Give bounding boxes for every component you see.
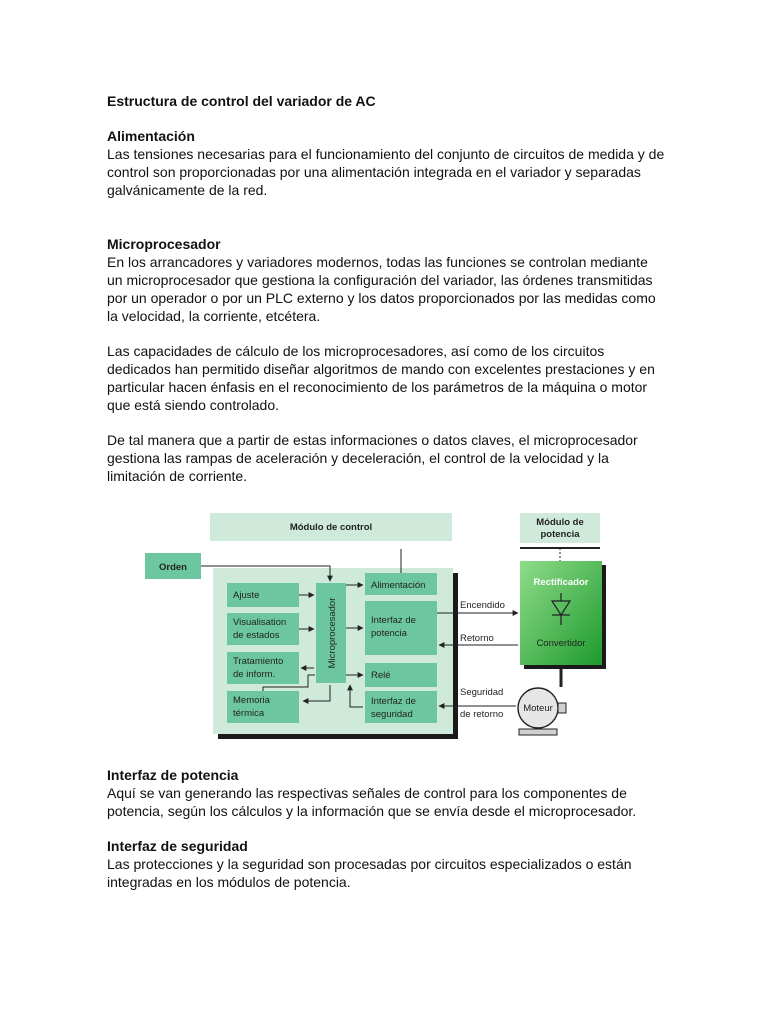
interfaz-potencia-label-2: potencia	[371, 628, 407, 639]
paragraph-microprocesador-2: Las capacidades de cálculo de los microprocesadores, así como de los circuitos dedicados han permitido diseñar algoritmos de mando con excelentes prestaciones y en particular hacen énfasis en el reconocimiento de los parámetros de la máquina o motor que está siendo controlado.	[107, 343, 655, 413]
heading-interfaz-seguridad: Interfaz de seguridad	[107, 838, 248, 854]
convertidor-label: Convertidor	[536, 638, 586, 649]
power-module-title-1: Módulo de	[536, 517, 584, 528]
memoria-label-1: Memoria	[233, 695, 270, 706]
orden-label: Orden	[159, 562, 187, 573]
power-module-title-2: potencia	[540, 529, 580, 540]
control-structure-diagram	[140, 505, 610, 745]
document-title: Estructura de control del variador de AC	[107, 93, 376, 109]
seguridad-retorno-label-2: de retorno	[460, 709, 504, 720]
document-page	[107, 92, 667, 485]
memoria-label-2: térmica	[233, 708, 265, 719]
visualisation-label-2: de estados	[233, 630, 280, 641]
interfaz-seguridad-label-2: seguridad	[371, 709, 413, 720]
visualisation-label-1: Visualisation	[233, 617, 287, 628]
paragraph-interfaz-seguridad: Las protecciones y la seguridad son procesadas por circuitos especializados o están integradas en los módulos de potencia.	[107, 856, 632, 890]
rele-label: Relé	[371, 670, 391, 681]
retorno-label: Retorno	[460, 633, 494, 644]
heading-alimentacion: Alimentación	[107, 128, 195, 144]
rectificador-label: Rectificador	[533, 577, 589, 588]
tratamiento-label-1: Tratamiento	[233, 656, 284, 667]
encendido-label: Encendido	[460, 600, 505, 611]
microprocesador-label: Microprocesador	[327, 597, 338, 669]
heading-interfaz-potencia: Interfaz de potencia	[107, 767, 239, 783]
seguridad-retorno-label-1: Seguridad	[460, 687, 504, 698]
interfaz-potencia-label-1: Interfaz de	[371, 615, 416, 626]
moteur-label: Moteur	[523, 703, 553, 714]
ajuste-label: Ajuste	[233, 590, 260, 601]
paragraph-alimentacion: Las tensiones necesarias para el funcionamiento del conjunto de circuitos de medida y de control son proporcionadas por una alimentación integrada en el variador y separadas galvánicamente de la red.	[107, 146, 665, 198]
document-lower	[107, 766, 667, 891]
interfaz-seguridad-label-1: Interfaz de	[371, 696, 416, 707]
tratamiento-label-2: de inform.	[233, 669, 276, 680]
heading-microprocesador: Microprocesador	[107, 236, 221, 252]
control-module-title: Módulo de control	[289, 522, 373, 533]
alimentacion-label: Alimentación	[371, 580, 426, 591]
paragraph-interfaz-potencia: Aquí se van generando las respectivas señales de control para los componentes de potencia, según los cálculos y la información que se envía desde el microprocesador.	[107, 785, 637, 819]
paragraph-microprocesador-1: En los arrancadores y variadores modernos, todas las funciones se controlan mediante un microprocesador que gestiona la configuración del variador, las órdenes transmitidas por un operador o por un PLC externo y los datos proporcionados por las medidas como la velocidad, la corriente, etcétera.	[107, 254, 656, 324]
paragraph-microprocesador-3: De tal manera que a partir de estas informaciones o datos claves, el microprocesador gestiona las rampas de aceleración y deceleración, el control de la velocidad y la limitación de corriente.	[107, 432, 638, 484]
